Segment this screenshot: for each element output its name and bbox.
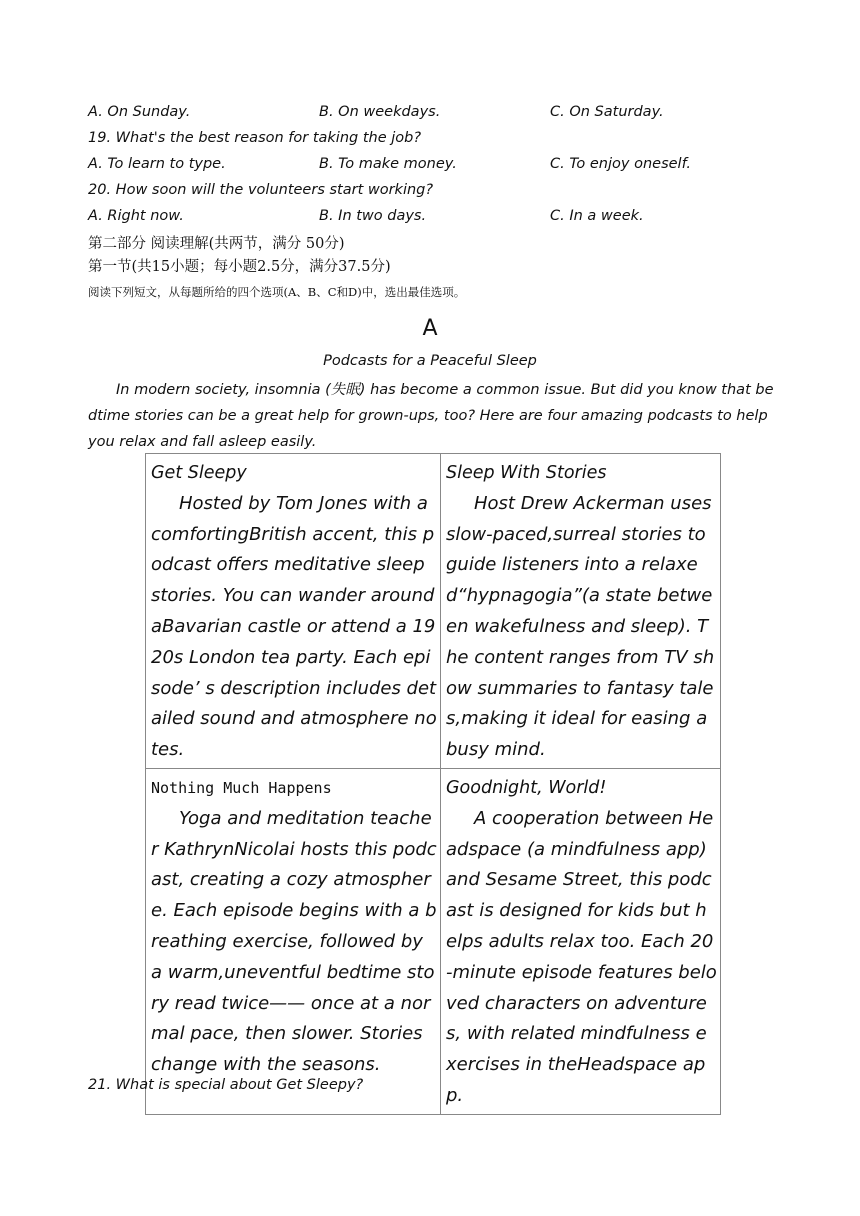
- podcast-table-row: [146, 454, 721, 769]
- podcast-table-row: [146, 768, 721, 1114]
- part-heading: 第二部分 阅读理解(共两节，满分 50分): [88, 236, 345, 252]
- q20-option-a: A. Right now.: [88, 208, 184, 224]
- section-heading: 第一节(共15小题；每小题2.5分，满分37.5分): [88, 259, 391, 275]
- podcast-description: Yoga and meditation teacher KathrynNicolai hosts this podcast, creating a cozy atmosphere. Each episode begins with a breathing exercise, followed by a warm,uneventful bedtime story read twice—— once at a normal pace, then slower. Stories change with the seasons.: [151, 807, 437, 1076]
- q20-option-b: B. In two days.: [319, 208, 427, 224]
- passage-letter: A: [422, 316, 438, 341]
- q20-option-c: C. In a week.: [550, 208, 644, 224]
- q18-option-b: B. On weekdays.: [319, 104, 441, 120]
- passage-intro: In modern society, insomnia (失眠) has become a common issue. But did you know that bedtime stories can be a great help for grown-ups, too? Here are four amazing podcasts to help you relax and fall asleep easily.: [88, 382, 774, 450]
- podcast-title: Get Sleepy: [151, 463, 247, 483]
- section-instruction: 阅读下列短文，从每题所给的四个选项(A、B、C和D)中，选出最佳选项。: [88, 285, 466, 299]
- q21-question: 21. What is special about Get Sleepy?: [88, 1077, 364, 1093]
- podcast-cell-sleep-with-stories: [441, 454, 721, 769]
- podcast-description: A cooperation between Headspace (a mindfulness app) and Sesame Street, this podcast is designed for kids but helps adults relax too. Each 20-minute episode features beloved characters on adventures, with related mindfulness exercises in theHeadspace app.: [446, 807, 717, 1106]
- q19-option-b: B. To make money.: [319, 156, 457, 172]
- passage-title: Podcasts for a Peaceful Sleep: [323, 353, 537, 369]
- q18-option-c: C. On Saturday.: [550, 104, 664, 120]
- podcast-cell-nothing-much-happens: [146, 768, 441, 1114]
- podcast-cell-goodnight-world: [441, 768, 721, 1114]
- q19-option-a: A. To learn to type.: [88, 156, 226, 172]
- q19-option-c: C. To enjoy oneself.: [550, 156, 692, 172]
- q19-question: 19. What's the best reason for taking the job?: [88, 130, 422, 146]
- podcast-cell-get-sleepy: [146, 454, 441, 769]
- podcast-description: Hosted by Tom Jones with a comfortingBritish accent, this podcast offers meditative sleep stories. You can wander around aBavarian castle or attend a 1920s London tea party. Each episode’ s description includes detailed sound and atmosphere notes.: [151, 492, 437, 761]
- podcast-title: Nothing Much Happens: [151, 778, 332, 797]
- podcast-title: Sleep With Stories: [446, 463, 607, 483]
- podcast-table: [145, 453, 721, 1115]
- podcast-description: Host Drew Ackerman uses slow-paced,surreal stories to guide listeners into a relaxed“hypnagogia”(a state between wakefulness and sleep). The content ranges from TV show summaries to fantasy tales,making it ideal for easing a busy mind.: [446, 492, 715, 761]
- podcast-title: Goodnight, World!: [446, 777, 607, 798]
- q18-option-a: A. On Sunday.: [88, 104, 191, 120]
- q20-question: 20. How soon will the volunteers start working?: [88, 182, 434, 198]
